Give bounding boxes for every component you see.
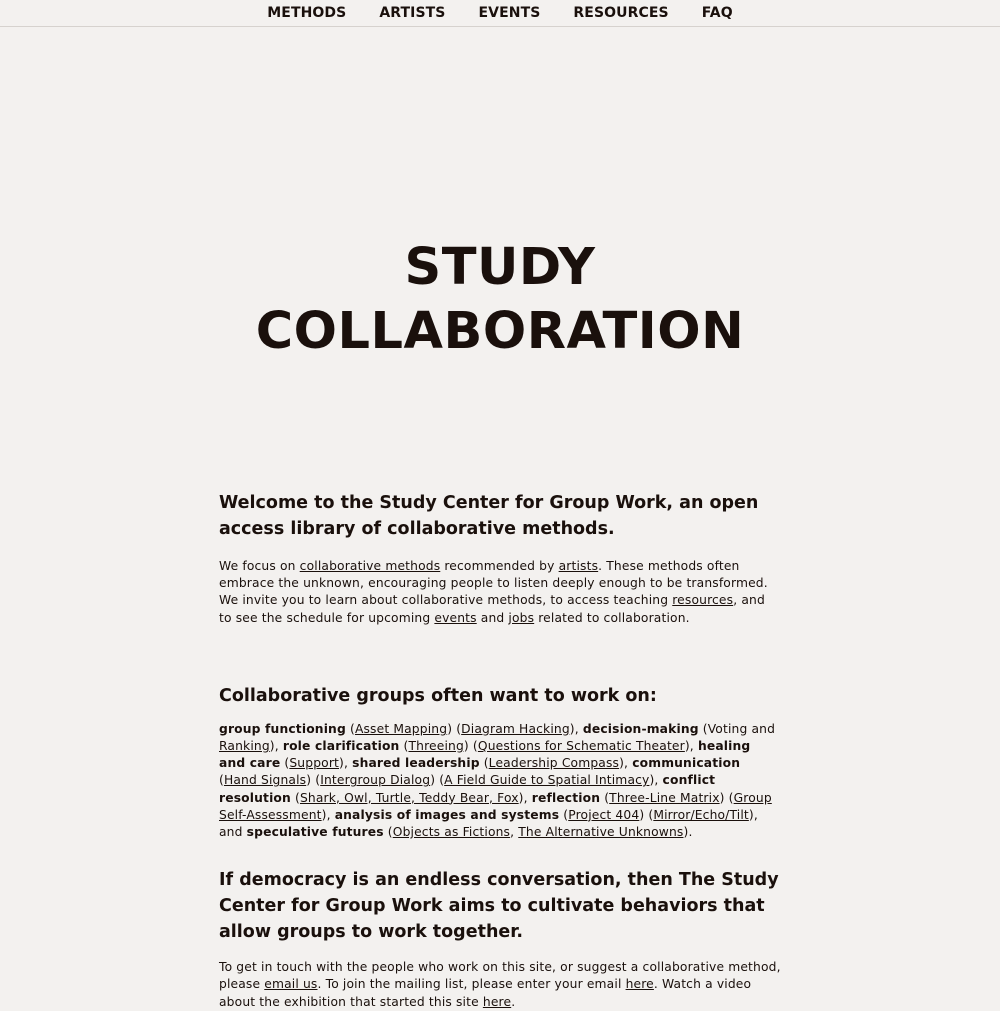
topic-label: healing and care (219, 739, 751, 771)
groups-heading: Collaborative groups often want to work on: (219, 685, 657, 706)
method-link[interactable]: Objects as Fictions (392, 825, 511, 840)
nav-methods[interactable]: METHODS (267, 5, 347, 21)
contact-text: . To join the mailing list, please enter your email (317, 977, 626, 992)
topic-label: conflict resolution (219, 773, 716, 805)
method-link[interactable]: Ranking (219, 739, 270, 754)
method-link[interactable]: The Alternative Unknowns (518, 825, 684, 840)
method-link[interactable]: Leadership Compass (488, 756, 620, 771)
topic-label: analysis of images and systems (334, 807, 560, 822)
method-link[interactable]: A Field Guide to Spatial Intimacy (444, 773, 650, 788)
method-link[interactable]: Project 404 (568, 807, 640, 822)
topic-label: speculative futures (246, 825, 384, 840)
method-link[interactable]: Threeing (408, 739, 464, 754)
nav-events[interactable]: EVENTS (478, 5, 541, 21)
method-link[interactable]: Asset Mapping (354, 721, 448, 736)
intro-text: and (476, 610, 509, 625)
hero (0, 236, 1000, 364)
nav-faq[interactable]: FAQ (701, 5, 733, 21)
mailing-list-link[interactable]: here (625, 977, 654, 992)
topic-label: role clarification (282, 739, 400, 754)
topic-label: group functioning (219, 721, 346, 736)
topic-label: communication (632, 756, 741, 771)
resources-link[interactable]: resources (672, 593, 734, 608)
method-link[interactable]: Mirror/Echo/Tilt (653, 807, 749, 822)
method-link[interactable]: Support (289, 756, 340, 771)
intro-text: . These methods often embrace the unknown, encouraging people to listen deeply enough to be transformed. We invite you to learn about collaborative methods, to access teaching (219, 559, 768, 608)
contact-paragraph (219, 959, 781, 1011)
hero-title-line2: COLLABORATION (255, 302, 745, 361)
intro-text: related to collaboration. (534, 610, 690, 625)
contact-text: . (511, 994, 516, 1009)
method-link[interactable]: Group Self-Assessment (219, 790, 772, 822)
method-link[interactable]: Shark, Owl, Turtle, Teddy Bear, Fox (299, 790, 519, 805)
method-link[interactable]: Three-Line Matrix (609, 790, 720, 805)
groups-paragraph: group functioning (Asset Mapping) (Diagram Hacking), decision-making (Voting and Ranking), role clarification (Threeing) (Questions for Schematic Theater), healing and care (Support), shared leadership (Leadership Compass), communication (Hand Signals) (Intergroup Dialog) (A Field Guide to Spatial Intimacy), conflict resolution (Shark, Owl, Turtle, Teddy Bear, Fox), reflection (Three-Line Matrix) (Group Self-Assessment), analysis of images and systems (Project 404) (Mirror/Echo/Tilt), and speculative futures (Objects as Fictions, The Alternative Unknowns). (219, 721, 776, 840)
artists-link[interactable]: artists (558, 559, 599, 573)
nav-resources[interactable]: RESOURCES (573, 5, 669, 21)
email-us-link[interactable]: email us (264, 977, 318, 992)
hero-title-line1: STUDY (404, 238, 596, 297)
main-content (219, 490, 781, 1011)
contact-text: . Watch a video about the exhibition that started this site (219, 977, 752, 1009)
democracy-heading: If democracy is an endless conversation, then The Study Center for Group Work aims to cultivate behaviors that allow groups to work together. (219, 870, 779, 943)
method-link[interactable]: Questions for Schematic Theater (477, 739, 685, 754)
topic-label: reflection (531, 790, 601, 805)
method-link[interactable]: Intergroup Dialog (320, 773, 431, 788)
intro-text: recommended by (440, 559, 559, 573)
hero-title (0, 236, 1000, 364)
top-nav (0, 0, 1000, 27)
nav-artists[interactable]: ARTISTS (379, 5, 446, 21)
collaborative-methods-link[interactable]: collaborative methods (299, 559, 441, 573)
topic-label: decision-making (582, 721, 699, 736)
video-link[interactable]: here (482, 994, 512, 1009)
welcome-heading: Welcome to the Study Center for Group Work, an open access library of collaborative methods. (219, 493, 759, 539)
jobs-link[interactable]: jobs (508, 610, 535, 625)
intro-text: We focus on (219, 559, 300, 573)
intro-paragraph (219, 558, 781, 627)
method-text: and (219, 825, 247, 840)
method-link[interactable]: Diagram Hacking (461, 721, 570, 736)
events-link[interactable]: events (434, 610, 477, 625)
method-text: Voting and (707, 721, 776, 736)
contact-text: To get in touch with the people who work on this site, or suggest a collaborative method, please (219, 960, 781, 992)
topic-label: shared leadership (352, 756, 480, 771)
intro-text: , and to see the schedule for upcoming (219, 593, 765, 625)
method-link[interactable]: Hand Signals (223, 773, 307, 788)
